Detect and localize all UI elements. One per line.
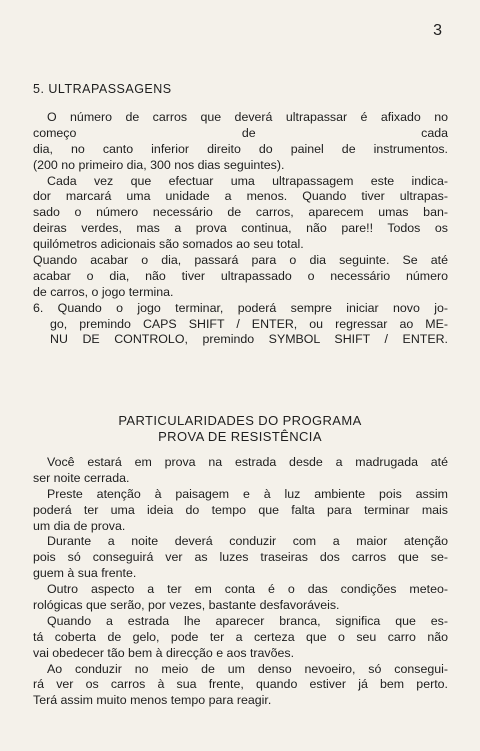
text-line: 6. Quando o jogo terminar, poderá sempre iniciar novo jo- — [33, 300, 448, 315]
text-line: Ao conduzir no meio de um denso nevoeiro, só consegui- — [47, 661, 448, 676]
text-line: rá ver os carros à sua frente, quando estiver já bem perto. — [33, 677, 448, 692]
text-line: Outro aspecto a ter em conta é o das condições meteo- — [47, 582, 448, 597]
text-line: (200 no primeiro dia, 300 nos dias seguintes). — [33, 157, 285, 172]
text-line: O número de carros que deverá ultrapassar é afixado no — [47, 110, 448, 124]
text-line: tá coberta de gelo, pode ter a certeza que o seu carro não — [33, 629, 448, 644]
text-line: acabar o dia, não tiver ultrapassado o necessário número — [33, 268, 448, 283]
text-line: pois só conseguirá ver as luzes traseiras dos carros que se- — [33, 550, 448, 565]
text-line: dor marcará uma unidade a menos. Quando tiver ultrapas- — [33, 189, 448, 204]
page-number: 3 — [433, 22, 442, 39]
text-line: vai obedecer tão bem à direcção e aos travões. — [33, 645, 295, 660]
text-line: guem à sua frente. — [33, 566, 137, 581]
text-line: Terá assim muito menos tempo para reagir. — [33, 693, 272, 708]
text-line: poderá ter uma ideia do tempo que falta para terminar mais — [33, 502, 448, 517]
text-line: Preste atenção à paisagem e à luz ambiente pois assim — [47, 486, 448, 501]
text-line: ser noite cerrada. — [33, 470, 130, 485]
section-title-ultrapassagens: 5. ULTRAPASSAGENS — [33, 82, 172, 96]
text-line: NU DE CONTROLO, premindo SYMBOL SHIFT / ENTER. — [50, 332, 448, 347]
text-line: Cada vez que efectuar uma ultrapassagem este indica- — [47, 173, 448, 188]
program-subtitle: PROVA DE RESISTÊNCIA — [158, 429, 322, 444]
section-ultrapassagens-body — [33, 110, 448, 348]
text-line: deiras verdes, mas a prova continua, não pare!! Todos os — [33, 221, 448, 236]
text-line: Durante a noite deverá conduzir com a maior atenção — [47, 534, 448, 549]
text-line: Você estará em prova na estrada desde a madrugada até — [47, 455, 448, 469]
text-line: quilómetros adicionais são somados ao seu total. — [33, 237, 304, 252]
text-line: rológicas que serão, por vezes, bastante desfavoráveis. — [33, 598, 340, 613]
text-line: go, premindo CAPS SHIFT / ENTER, ou regressar ao ME- — [50, 316, 448, 331]
text-line: Quando acabar o dia, passará para o dia seguinte. Se até — [33, 253, 448, 268]
text-line: começo de cada — [33, 125, 448, 140]
text-line: sado o número necessário de carros, aparecem umas ban- — [33, 205, 448, 220]
text-line: dia, no canto inferior direito do painel de instrumentos. — [33, 141, 448, 156]
program-title: PARTICULARIDADES DO PROGRAMA — [118, 413, 362, 428]
program-body — [33, 455, 448, 709]
text-line: Quando a estrada lhe aparecer branca, significa que es- — [47, 613, 448, 628]
text-line: de carros, o jogo termina. — [33, 284, 174, 299]
text-line: um dia de prova. — [33, 518, 126, 533]
